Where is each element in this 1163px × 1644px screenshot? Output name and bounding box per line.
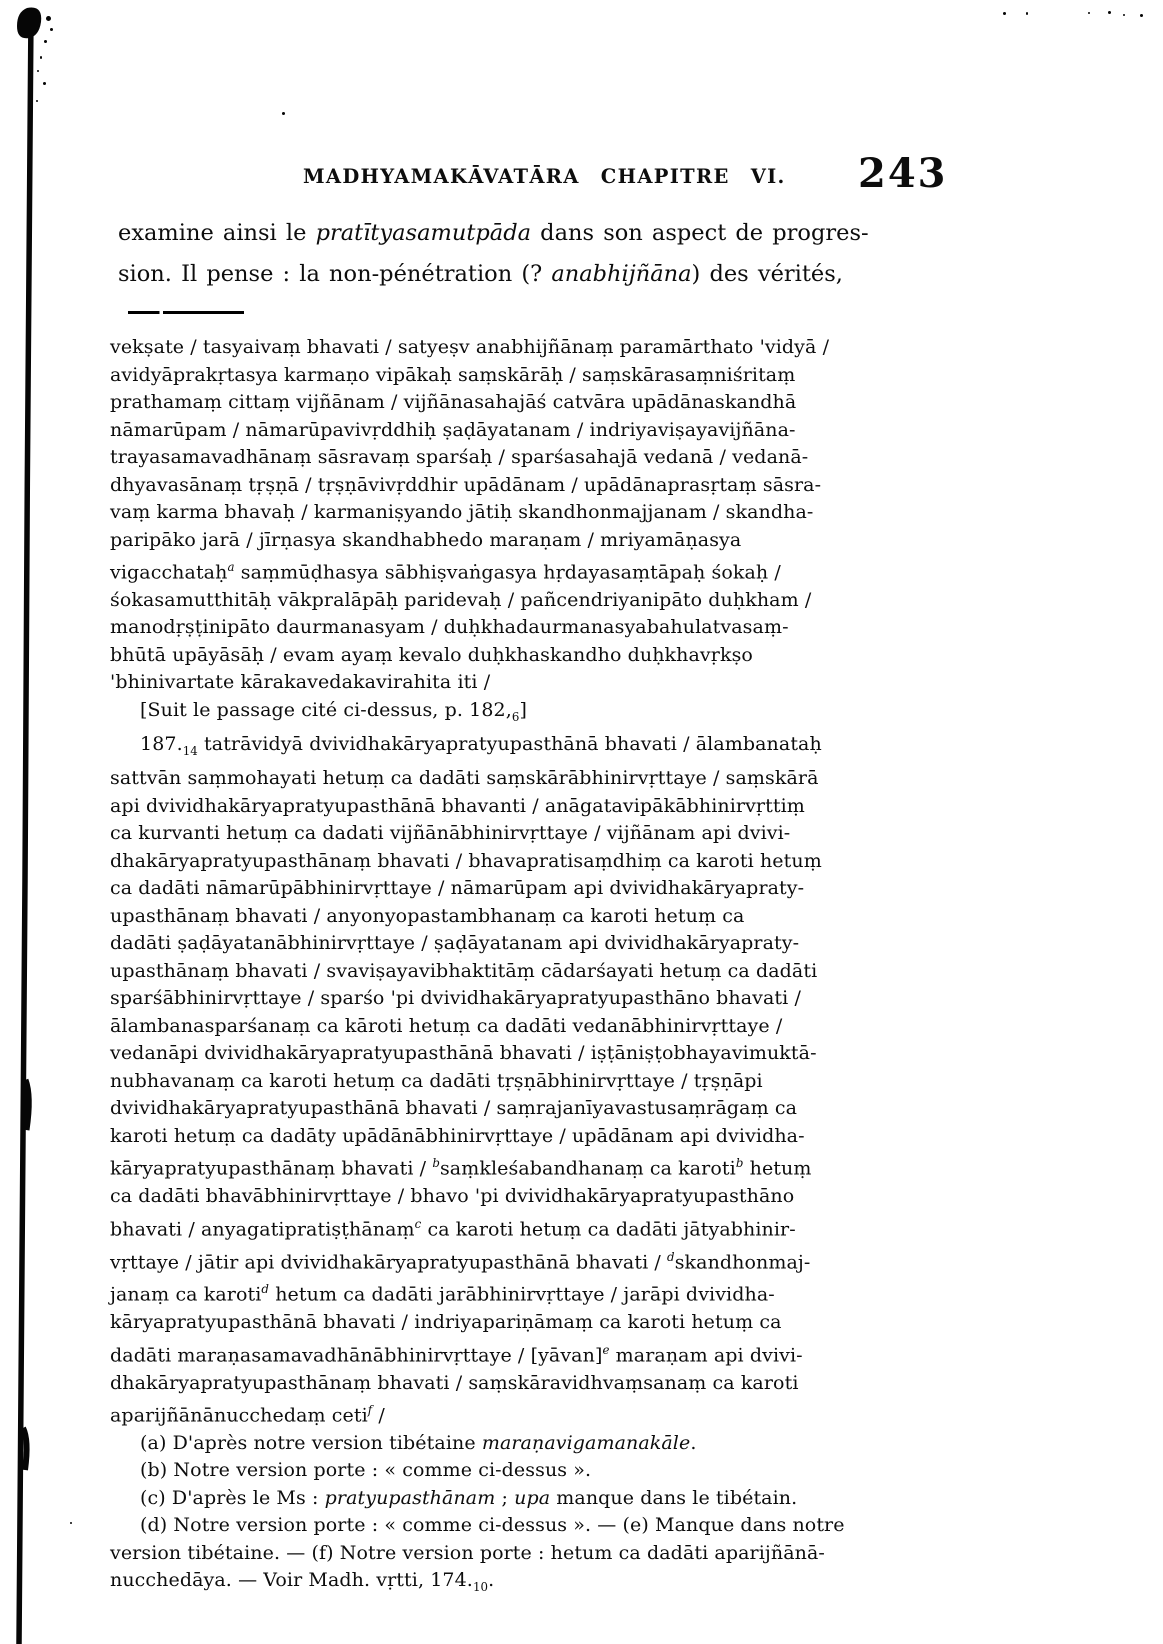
footnote-line: nubhavanaṃ ca karoti hetuṃ ca dadāti tṛṣṇābhinirvṛttaye / tṛṣṇāpi: [110, 1069, 763, 1092]
footnote-line: dadāti maraṇasamavadhānābhinirvṛttaye / [yāvan]$^e$ maraṇam api dvivi-: [110, 1342, 803, 1367]
footnote-line: (a) D'après notre version tibétaine maraṇavigamanakāle.: [140, 1431, 697, 1454]
footnote-line: vaṃ karma bhavaḥ / karmaniṣyando jātiḥ skandhonmajjanam / skandha-: [110, 501, 814, 523]
main-paragraph: [118, 213, 869, 294]
scan-speckle: [50, 28, 53, 31]
footnote-line: [Suit le passage cité ci-dessus, p. $182,_6$]: [140, 698, 527, 724]
footnote-line: upasthānaṃ bhavati / svaviṣayavibhaktitāṃ cādarśayati hetuṃ ca dadāti: [110, 959, 818, 982]
footnote-line: manodṛṣṭinipāto daurmanasyam / duḥkhadaurmanasyabahulatvasaṃ-: [110, 616, 789, 639]
footnote-line: prathamaṃ cittaṃ vijñānam / vijñānasahajāś catvāra upādānaskandhā: [110, 391, 797, 413]
footnote-line: ca dadāti bhavābhinirvṛttaye / bhavo 'pi dvividhakāryapratyupasthāno: [110, 1185, 795, 1208]
page-number: 243: [858, 150, 948, 197]
scan-speckle: [36, 100, 38, 102]
scan-speckle: [44, 40, 47, 43]
footnote-line: avidyāprakṛtasya karmaṇo vipākaḥ saṃskārāḥ / saṃskārasaṃniśritaṃ: [110, 363, 796, 386]
scan-speckle: [40, 56, 42, 59]
footnote-line: ālambanasparśanaṃ ca kāroti hetuṃ ca dadāti vedanābhinirvṛttaye /: [110, 1014, 783, 1037]
footnote-line: dhakāryapratyupasthānaṃ bhavati / bhavapratisaṃdhiṃ ca karoti hetuṃ: [110, 849, 822, 872]
footnote-line: $187._{14}$ tatrāvidyā dvividhakāryapratyupasthānā bhavati / ālambanataḥ: [140, 733, 822, 758]
footnote-line: vṛttaye / jātir api dvividhakāryapratyupasthānā bhavati / $^d$skandhonmaj-: [110, 1249, 811, 1273]
scan-speckle: [43, 82, 46, 85]
body-text-line: sion. Il pense : la non-pénétration (? anabhijñāna) des vérités,: [118, 260, 843, 287]
footnote-separator: [128, 311, 244, 314]
scan-speckle: [1123, 14, 1125, 16]
footnote-block: [110, 334, 895, 1602]
footnote-line: sparśābhinirvṛttaye / sparśo 'pi dvividhakāryapratyupasthāno bhavati /: [110, 987, 801, 1010]
footnote-line: kāryapratyupasthānā bhavati / indriyapariṇāmaṃ ca karoti hetuṃ ca: [110, 1311, 782, 1334]
footnote-line: nucchedāya. — Voir Madh. vṛtti, $174._{10}$.: [110, 1569, 495, 1595]
scan-speckle: [282, 112, 285, 115]
scan-speckle: [1140, 14, 1143, 17]
footnote-line: (d) Notre version porte : « comme ci-dessus ». — (e) Manque dans notre: [140, 1514, 845, 1537]
footnote-line: trayasamavadhānaṃ sāsravaṃ sparśaḥ / sparśasahajā vedanā / vedanā-: [110, 446, 809, 468]
scan-speckle: [46, 16, 51, 21]
footnote-line: ca kurvanti hetuṃ ca dadati vijñānābhinirvṛttaye / vijñānam api dvivi-: [110, 822, 791, 845]
footnote-line: kāryapratyupasthānaṃ bhavati / $^b$saṃkleśabandhanaṃ ca karoti$^b$ hetuṃ: [110, 1156, 812, 1180]
footnote-line: sattvān saṃmohayati hetuṃ ca dadāti saṃskārābhinirvṛttaye / saṃskārā: [110, 767, 819, 790]
footnote-line: vigacchataḥ$^a$ saṃmūḍhasya sābhiṣvaṅgasya hṛdayasaṃtāpaḥ śokaḥ /: [110, 560, 781, 584]
footnote-line: version tibétaine. — (f) Notre version porte : hetum ca dadāti aparijñānā-: [110, 1541, 825, 1564]
footnote-line: (b) Notre version porte : « comme ci-dessus ».: [140, 1459, 592, 1482]
footnote-line: dhyavasānaṃ tṛṣṇā / tṛṣṇāvivṛddhir upādānam / upādānaprasṛtaṃ sāsra-: [110, 473, 822, 496]
footnote-line: vedanāpi dvividhakāryapratyupasthānā bhavati / iṣṭāniṣṭobhayavimuktā-: [110, 1042, 817, 1065]
footnote-line: dadāti ṣaḍāyatanābhinirvṛttaye / ṣaḍāyatanam api dvividhakāryapraty-: [110, 932, 800, 955]
footnote-line: bhūtā upāyāsāḥ / evam ayaṃ kevalo duḥkhaskandho duḥkhavṛkṣo: [110, 643, 753, 666]
footnote-line: dhakāryapratyupasthānaṃ bhavati / saṃskāravidhvaṃsanaṃ ca karoti: [110, 1371, 799, 1394]
footnote-line: vekṣate / tasyaivaṃ bhavati / satyeṣv anabhijñānaṃ paramārthato 'vidyā /: [110, 336, 830, 358]
footnote-line: śokasamutthitāḥ vākpralāpāḥ paridevaḥ / pañcendriyanipāto duḥkham /: [110, 588, 812, 611]
footnote-line: karoti hetuṃ ca dadāty upādānābhinirvṛttaye / upādānam api dvividha-: [110, 1124, 805, 1147]
footnote-line: paripāko jarā / jīrṇasya skandhabhedo maraṇam / mriyamāṇasya: [110, 528, 742, 551]
footnote-line: dvividhakāryapratyupasthānā bhavati / saṃrajanīyavastusaṃrāgaṃ ca: [110, 1097, 798, 1120]
footnote-line: janaṃ ca karoti$^d$ hetum ca dadāti jarābhinirvṛttaye / jarāpi dvividha-: [110, 1282, 775, 1306]
footnote-line: (c) D'après le Ms : pratyupasthānam ; upa manque dans le tibétain.: [140, 1486, 798, 1509]
scan-speckle: [1108, 11, 1111, 14]
footnote-line: api dvividhakāryapratyupasthānā bhavanti / anāgatavipākābhinirvṛttiṃ: [110, 794, 805, 817]
footnote-line: ca dadāti nāmarūpābhinirvṛttaye / nāmarūpam api dvividhakāryapraty-: [110, 877, 805, 900]
footnote-line: upasthānaṃ bhavati / anyonyopastambhanaṃ ca karoti hetuṃ ca: [110, 904, 745, 927]
scan-speckle: [1026, 12, 1028, 15]
footnote-line: 'bhinivartate kārakavedakavirahita iti /: [110, 671, 491, 694]
scan-speckle: [1003, 12, 1006, 15]
footnote-line: bhavati / anyagatipratiṣṭhānaṃ$^c$ ca karoti hetuṃ ca dadāti jātyabhinir-: [110, 1216, 796, 1241]
scan-speckle: [37, 70, 39, 72]
scan-speckle: [70, 1522, 72, 1524]
scan-speckle: [1088, 12, 1090, 14]
binding-edge: [0, 0, 60, 1644]
body-text-line: examine ainsi le pratītyasamutpāda dans son aspect de progres-: [118, 220, 869, 246]
footnote-line: nāmarūpam / nāmarūpavivṛddhiḥ ṣaḍāyatanam / indriyaviṣayavijñāna-: [110, 418, 796, 441]
footnote-line: aparijñānānucchedaṃ ceti$^f$ /: [110, 1403, 385, 1427]
running-header-title: MADHYAMAKĀVATĀRA CHAPITRE VI.: [303, 165, 786, 188]
